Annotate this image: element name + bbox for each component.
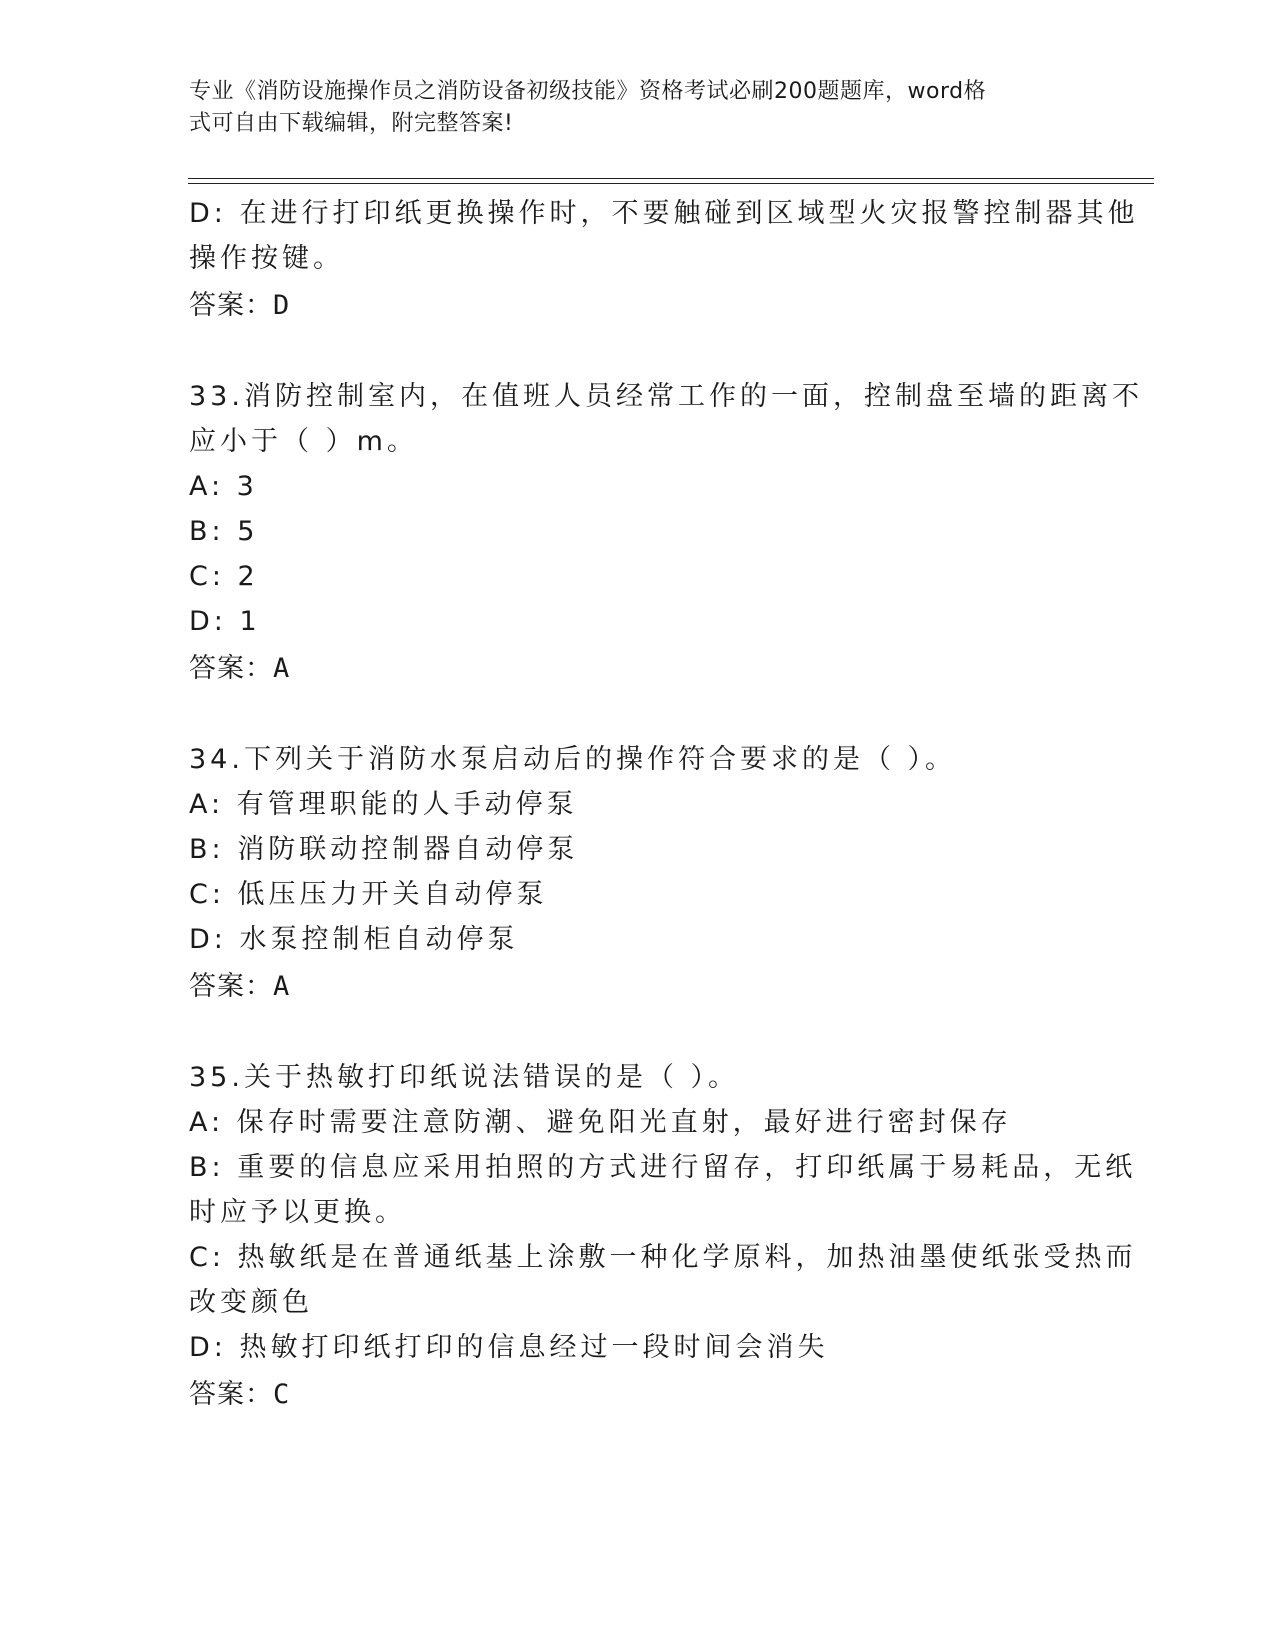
option-d: D: 水泵控制柜自动停泵: [189, 924, 519, 955]
answer-value: A: [273, 653, 291, 684]
answer-label: 答案：: [189, 1379, 273, 1410]
option-c: C: 2: [189, 561, 259, 592]
header-line-2: 式可自由下载编辑，附完整答案!: [189, 111, 514, 136]
answer-label: 答案：: [189, 971, 273, 1002]
answer-value: C: [273, 1379, 291, 1410]
option-b-continued: 时应予以更换。: [189, 1197, 406, 1228]
prev-question-block: [189, 191, 1139, 328]
question-stem: 33.消防控制室内，在值班人员经常工作的一面，控制盘至墙的距离不: [189, 381, 1143, 412]
option-a: A: 有管理职能的人手动停泵: [189, 789, 578, 820]
answer-value: A: [273, 971, 291, 1002]
option-c-continued: 改变颜色: [189, 1287, 313, 1318]
option-d: D: 1: [189, 606, 261, 637]
question-34: [189, 737, 1079, 1009]
question-stem-continued: 应小于（ ）m。: [189, 426, 418, 457]
answer-value: D: [273, 290, 291, 321]
question-stem: 35.关于热敏打印纸说法错误的是（ ）。: [189, 1062, 740, 1093]
answer-line: [189, 283, 1079, 328]
document-header: [189, 76, 1069, 140]
option-d: D: 在进行打印纸更换操作时，不要触碰到区域型火灾报警控制器其他: [189, 198, 1139, 229]
question-stem: 34.下列关于消防水泵启动后的操作符合要求的是（ ）。: [189, 744, 957, 775]
question-35: [189, 1055, 1137, 1417]
answer-line: [189, 646, 1079, 691]
option-a: A: 3: [189, 471, 258, 502]
answer-line: [189, 1372, 1079, 1417]
header-divider-bottom: [188, 183, 1154, 184]
question-33: [189, 374, 1143, 691]
spacer: [189, 1009, 1079, 1055]
option-b: B: 消防联动控制器自动停泵: [189, 834, 579, 865]
option-d: D: 热敏打印纸打印的信息经过一段时间会消失: [189, 1332, 829, 1363]
answer-label: 答案：: [189, 290, 273, 321]
option-b: B: 重要的信息应采用拍照的方式进行留存，打印纸属于易耗品，无纸: [189, 1152, 1137, 1183]
question-content: [189, 191, 1143, 1417]
option-c: C: 低压压力开关自动停泵: [189, 879, 548, 910]
answer-line: [189, 964, 1079, 1009]
option-b: B: 5: [189, 516, 259, 547]
answer-label: 答案：: [189, 653, 273, 684]
option-c: C: 热敏纸是在普通纸基上涂敷一种化学原料，加热油墨使纸张受热而: [189, 1242, 1137, 1273]
option-d-continued: 操作按键。: [189, 243, 344, 274]
spacer: [189, 328, 1079, 374]
header-divider-top: [188, 178, 1154, 179]
header-line-1: 专业《消防设施操作员之消防设备初级技能》资格考试必刷200题题库，word格: [189, 79, 987, 104]
option-a: A: 保存时需要注意防潮、避免阳光直射，最好进行密封保存: [189, 1107, 1012, 1138]
spacer: [189, 691, 1079, 737]
